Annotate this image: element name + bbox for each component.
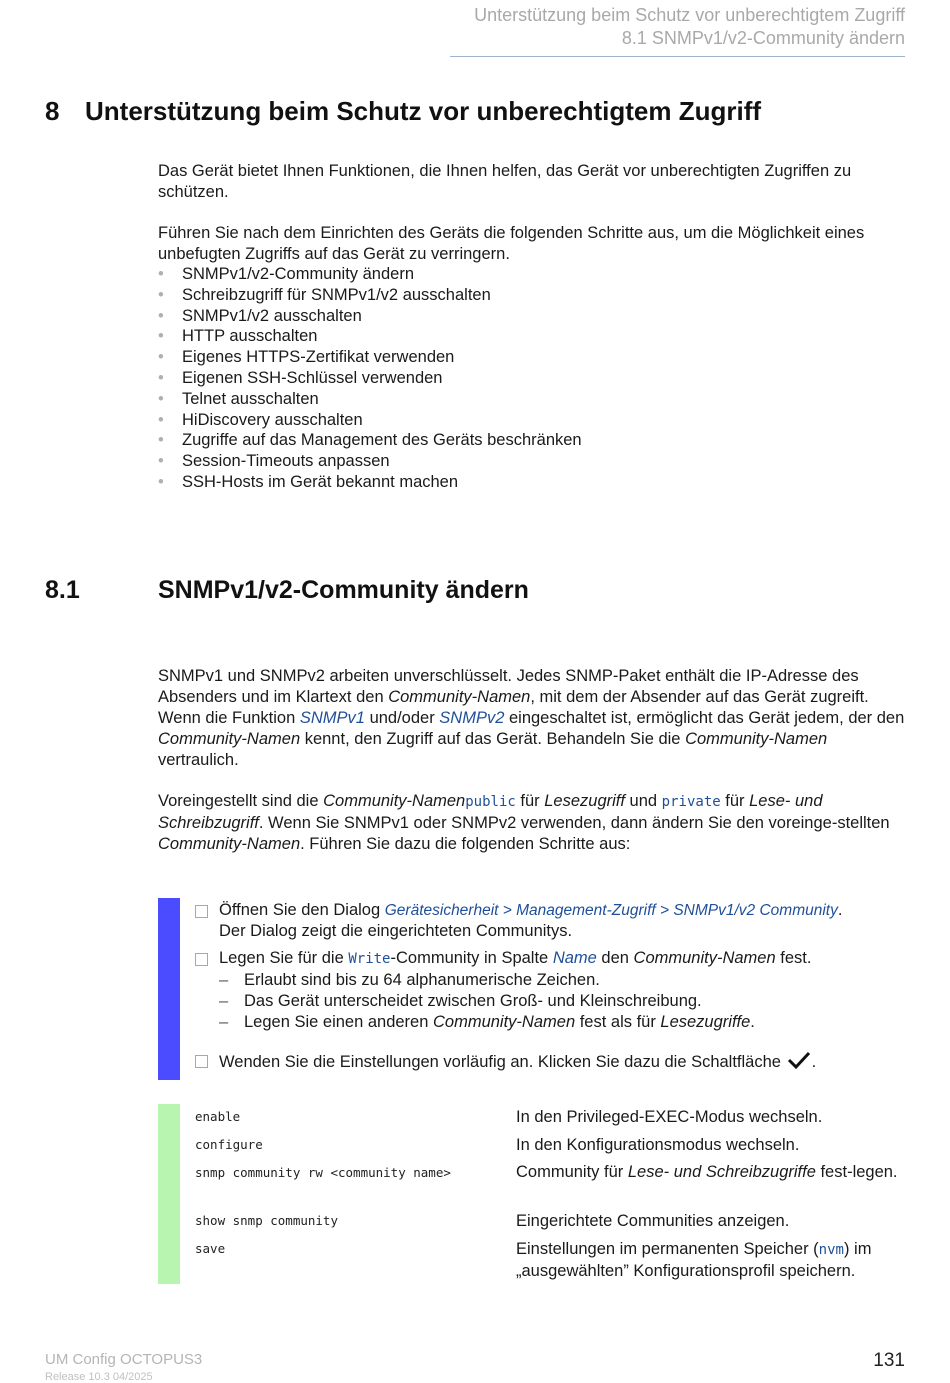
bullet-icon: • [158, 348, 164, 367]
running-header-section: 8.1 SNMPv1/v2-Community ändern [621, 28, 905, 48]
bullet-icon: • [158, 306, 164, 325]
section-number: 8.1 [45, 576, 80, 604]
section-paragraph-1: SNMPv1 und SNMPv2 arbeiten unverschlüsselt. Jedes SNMP-Paket enthält die IP-Adresse des Absenders und im Klartext den Community-Namen, mit dem der Absender auf das Gerät zugreift. Wenn die Funktion SNMPv1 und/oder SNMPv2 eingeschaltet ist, ermöglicht das Gerät jedem, der den Community-Namen kennt, den Zugriff auf das Gerät. Behandeln Sie die Community-Namen vertraulich. [158, 667, 905, 769]
chapter-number: 8 [45, 96, 60, 126]
list-item: • Eigenen SSH-Schlüssel verwenden [158, 368, 443, 387]
step-open-dialog: Öffnen Sie den Dialog Gerätesicherheit > Management-Zugriff > SNMPv1/v2 Community. Der Dialog zeigt die eingerichteten Communitys. [195, 900, 905, 942]
intro-paragraph-1: Das Gerät bietet Ihnen Funktionen, die Ihnen helfen, das Gerät vor unberechtigten Zugriffen zu schützen. [158, 162, 852, 201]
list-item: • Telnet ausschalten [158, 389, 319, 408]
bullet-icon: • [158, 452, 164, 471]
cli-description: Einstellungen im permanenten Speicher (nvm) im „ausgewählten” Konfigurationsprofil speichern. [516, 1240, 872, 1280]
bullet-icon: • [158, 327, 164, 346]
list-item: • Schreibzugriff für SNMPv1/v2 ausschalten [158, 285, 491, 304]
checkbox-icon [195, 953, 208, 966]
sub-list-item: – Legen Sie einen anderen Community-Namen fest als für Lesezugriffe. [219, 1013, 755, 1031]
chapter-title: Unterstützung beim Schutz vor unberechtigtem Zugriff [85, 96, 762, 126]
footer-document-name: UM Config OCTOPUS3 [45, 1351, 203, 1368]
step-apply: Wenden Sie die Einstellungen vorläufig an. Klicken Sie dazu die Schaltfläche . [195, 1050, 905, 1073]
section-title: SNMPv1/v2-Community ändern [158, 576, 529, 604]
page-number: 131 [873, 1350, 905, 1371]
dialog-path: Gerätesicherheit > Management-Zugriff > SNMPv1/v2 Community [384, 902, 838, 919]
cli-description: Community für Lese- und Schreibzugriffe fest-legen. [516, 1163, 898, 1181]
code-private: private [661, 794, 721, 810]
list-item: • Eigenes HTTPS-Zertifikat verwenden [158, 348, 455, 367]
bullet-icon: • [158, 472, 164, 491]
checkmark-icon [786, 1050, 812, 1070]
list-item: • SNMPv1/v2-Community ändern [158, 265, 414, 283]
ui-term-snmpv1: SNMPv1 [299, 709, 365, 727]
bullet-icon: • [158, 265, 164, 283]
bullet-icon: • [158, 431, 164, 450]
cli-description: In den Konfigurationsmodus wechseln. [516, 1136, 800, 1154]
measures-list [158, 264, 582, 493]
list-item: • Session-Timeouts anpassen [158, 452, 390, 471]
cli-description: In den Privileged-EXEC-Modus wechseln. [516, 1108, 823, 1126]
cli-command: snmp community rw <community name> [195, 1165, 451, 1180]
dash-icon: – [219, 1013, 229, 1031]
bullet-icon: • [158, 285, 164, 304]
cli-marker-bar [158, 1104, 180, 1284]
checkbox-icon [195, 905, 208, 918]
list-item: • HiDiscovery ausschalten [158, 410, 363, 429]
sub-list-item: – Das Gerät unterscheidet zwischen Groß- und Kleinschreibung. [219, 992, 702, 1010]
checkbox-icon [195, 1055, 208, 1068]
list-item: • Zugriffe auf das Management des Geräts beschränken [158, 431, 582, 450]
code-write: Write [348, 951, 391, 967]
bullet-icon: • [158, 389, 164, 408]
step-set-community: Legen Sie für die Write-Community in Spalte Name den Community-Namen fest. – Erlaubt sind bis zu 64 alphanumerische Zeichen. – Das Gerät unterscheidet zwischen Groß- und Kleinschreibung. – Legen Sie einen anderen Community-Namen fest als für Lesezugriffe. [195, 948, 905, 1033]
list-item: • SSH-Hosts im Gerät bekannt machen [158, 472, 459, 491]
bullet-icon: • [158, 410, 164, 429]
ui-term-snmpv2: SNMPv2 [439, 709, 505, 727]
header-rule [450, 56, 905, 57]
running-header-chapter: Unterstützung beim Schutz vor unberechtigtem Zugriff [474, 5, 905, 25]
list-item: • HTTP ausschalten [158, 327, 318, 346]
dash-icon: – [219, 992, 229, 1010]
code-nvm: nvm [818, 1242, 844, 1258]
chapter-heading [45, 96, 761, 127]
footer-release: Release 10.3 04/2025 [45, 1371, 153, 1383]
cli-command: save [195, 1241, 226, 1256]
sub-list-item: – Erlaubt sind bis zu 64 alphanumerische Zeichen. [219, 971, 600, 989]
cli-command: enable [195, 1109, 241, 1124]
dash-icon: – [219, 971, 229, 989]
intro-paragraph-2: Führen Sie nach dem Einrichten des Geräts die folgenden Schritte aus, um die Möglichkeit eines unbefugten Zugriffs auf das Gerät zu verringern. [158, 224, 865, 263]
list-item: • SNMPv1/v2 ausschalten [158, 306, 362, 325]
instruction-marker-bar [158, 898, 180, 1080]
section-paragraph-2: Voreingestellt sind die Community-Namenpublic für Lesezugriff und private für Lese- und Schreibzugriff. Wenn Sie SNMPv1 oder SNMPv2 verwenden, dann ändern Sie den voreinge-stellten Community-Namen. Führen Sie dazu die folgenden Schritte aus: [158, 792, 890, 853]
cli-description: Eingerichtete Communities anzeigen. [516, 1212, 790, 1230]
bullet-icon: • [158, 368, 164, 387]
cli-command: show snmp community [195, 1213, 338, 1228]
ui-term-name: Name [552, 949, 597, 967]
code-public: public [465, 794, 516, 810]
cli-command: configure [195, 1137, 263, 1152]
